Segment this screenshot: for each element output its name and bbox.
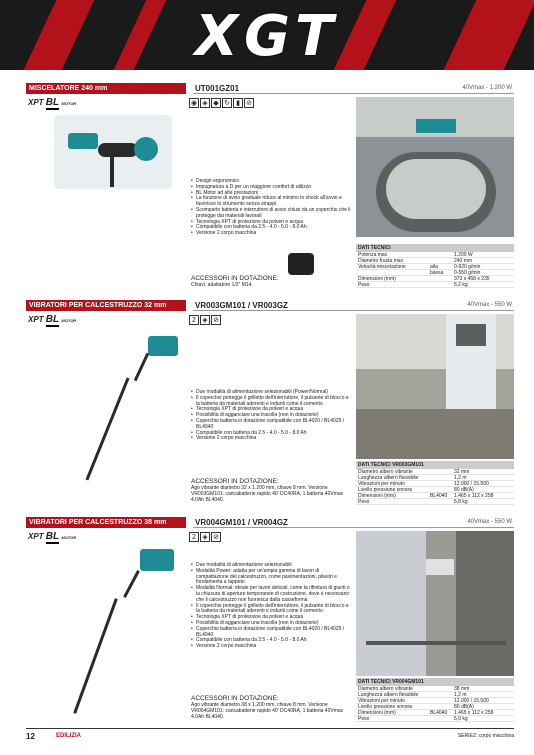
bl-motor-icon: ◆ <box>211 98 221 108</box>
specs-title: DATI TECNICI VR003GM101 <box>356 461 514 469</box>
feature-icons <box>189 98 254 108</box>
table-row: Peso 5,8 kg <box>356 499 514 505</box>
xpt-bl-motor-logo: XPT BL MOTOR <box>28 314 77 325</box>
list-item: • Versione 2 corpo macchina <box>191 231 351 237</box>
no-icon: ⊘ <box>211 315 221 325</box>
section-header <box>26 517 514 528</box>
list-item: • Coperchio batteria in dotazione compatibile con BL4020 / BL4025 / BL4040 <box>191 419 351 431</box>
table-row: Lunghezza albero flessibile 1,2 m <box>356 692 514 698</box>
vibrator-usage-photo <box>356 531 514 676</box>
vibrator-38-tool-image <box>46 547 186 722</box>
list-item: • Versione 2 corpo macchina <box>191 644 351 650</box>
feature-icons <box>189 315 221 325</box>
accessories <box>191 478 351 503</box>
category-label: MISCELATORE 240 mm <box>26 83 186 94</box>
list-item: • Compatibile con batteria da 2.5 - 4.0 - 5.0 - 8.0 Ah <box>191 638 351 644</box>
xpt-bl-motor-logo: XPT BL MOTOR <box>28 97 77 108</box>
mode-icon: 2 <box>189 315 199 325</box>
list-item: • BL Motor ad alte prestazioni <box>191 191 351 197</box>
feature-list <box>191 179 351 237</box>
table-row: Diametro albero vibrante 32 mm <box>356 469 514 475</box>
page-footer <box>26 728 514 742</box>
list-item: • Coperchio batteria in dotazione compatibile con BL4020 / BL4025 / BL4040 <box>191 627 351 639</box>
specs-table <box>356 461 514 505</box>
footer-section: EDILIZIA <box>56 733 81 739</box>
model-bar <box>193 83 514 94</box>
table-row: Dimensioni (mm) BL4040 1.465 x 112 x 258 <box>356 493 514 499</box>
product-section-vibrator-32 <box>26 300 514 505</box>
specs-title: DATI TECNICI VR004GM101 <box>356 678 514 686</box>
power-rating: 40Vmax - 550 W <box>467 302 512 308</box>
table-row: Dimensioni (mm) 373 x 458 x 235 <box>356 276 514 282</box>
power-rating: 40Vmax - 1.200 W <box>462 85 512 91</box>
table-row: Velocità miscelazione alta 0-920 g/min <box>356 264 514 270</box>
no-icon: ⊘ <box>211 532 221 542</box>
model-code: VR004GM101 / VR004GZ <box>195 518 288 527</box>
list-item: • Tecnologia XPT di protezione da polveri e acqua <box>191 407 351 413</box>
vibrator-32-tool-image <box>56 334 186 484</box>
category-label: VIBRATORI PER CALCESTRUZZO 32 mm <box>26 300 186 311</box>
model-code: VR003GM101 / VR003GZ <box>195 301 288 310</box>
list-item: • Modalità Power: adatta per un'ampia gamma di lavori di compattazione del calcestruzzo, come pavimentazioni, pilastri e fondamenta a tappeto <box>191 569 351 586</box>
feature-icons <box>189 532 221 542</box>
accessories-text: Ago vibrante diametro 32 x 1.200 mm, chiave 8 mm. Versione VR003GM101: caricabatterie rapido 40' DC40RA, 1 batteria 40Vmax 4.0Ah BL4040. <box>191 485 344 503</box>
list-item: • Compatibile con batteria da 2.5 - 4.0 - 5.0 - 8.0 Ah <box>191 431 351 437</box>
model-bar <box>193 300 514 311</box>
list-item: • Compatibile con batteria da 2.5 - 4.0 - 5.0 - 8.0 Ah <box>191 225 351 231</box>
model-bar <box>193 517 514 528</box>
accessories-title: ACCESSORI IN DOTAZIONE: <box>191 695 279 702</box>
feature-list <box>191 390 351 442</box>
list-item: • Tecnologia XPT di protezione da polveri e acqua <box>191 615 351 621</box>
mixer-tool-image <box>54 115 172 189</box>
table-row: Peso 5,2 kg <box>356 282 514 288</box>
list-item: • Tecnologia XPT di protezione da polveri e acqua <box>191 220 351 226</box>
list-item: • Versione 2 corpo macchina <box>191 436 351 442</box>
table-row: Potenza max 1.200 W <box>356 252 514 258</box>
accessories <box>191 695 351 720</box>
table-row: Livello pressione sonora 80 dB(A) <box>356 487 514 493</box>
accessories <box>191 275 351 288</box>
speed-icon: ↻ <box>222 98 232 108</box>
product-section-mixer <box>26 83 514 288</box>
dust-water-icon: ◈ <box>200 315 210 325</box>
list-item: • Due modalità di alimentazione selezionabili <box>191 563 351 569</box>
table-row: Dimensioni (mm) BL4040 1.465 x 112 x 258 <box>356 710 514 716</box>
page-number: 12 <box>26 732 35 741</box>
accessories-text: Ago vibrante diametro 38 x 1.200 mm, chiave 8 mm. Versione VR004GM101: caricabatterie rapido 40' DC40RA, 1 batteria 40Vmax 4.0Ah BL4040. <box>191 702 344 720</box>
list-item: • Due modalità di alimentazione selezionabili (Power/Normal) <box>191 390 351 396</box>
list-item: • Il coperchio protegge il grilletto dell'interruttore, il pulsante di blocco e la batteria da materiali aderenti e induriti come il cemento <box>191 604 351 616</box>
dust-water-icon: ◈ <box>200 98 210 108</box>
soft-start-icon: ◉ <box>190 100 198 107</box>
specs-table <box>356 678 514 722</box>
mode-icon: 2 <box>189 532 199 542</box>
product-section-vibrator-38 <box>26 517 514 725</box>
table-row: Lunghezza albero flessibile 1,2 m <box>356 475 514 481</box>
table-row: Livello pressione sonora 80 dB(A) <box>356 704 514 710</box>
footer-note: SERIEZ: corpo macchina <box>457 733 514 739</box>
list-item: • Possibilità di agganciare una tracolla (non in dotazione) <box>191 413 351 419</box>
table-row: Diametro frusta max 240 mm <box>356 258 514 264</box>
table-row: Peso 5,9 kg <box>356 716 514 722</box>
list-item: • Modalità Normal: ideale per lavori delicati, come la rifinitura di giunti o la chiusura di aperture temporanee di costruzione, dove è necessario che il calcestruzzo non fuoriesca dalla casseforma <box>191 586 351 603</box>
battery-icon: ▮ <box>233 98 243 108</box>
accessories-text: Chiavi, adattatore 1/2" M14. <box>191 282 253 288</box>
feature-list <box>191 563 351 650</box>
section-header <box>26 83 514 94</box>
category-label: VIBRATORI PER CALCESTRUZZO 38 mm <box>26 517 186 528</box>
list-item: • La funzione di avvio graduale riduce al minimo lo shock all'avvio e favorisce lo strumento senza strappi <box>191 196 351 208</box>
specs-table <box>356 244 514 288</box>
list-item: • Impugnatura a D per un maggiore comfort di utilizzo <box>191 185 351 191</box>
specs-title: DATI TECNICI <box>356 244 514 252</box>
no-icon: ⊘ <box>244 98 254 108</box>
dust-water-icon: ◈ <box>200 532 210 542</box>
table-row: Diametro albero vibrante 38 mm <box>356 686 514 692</box>
list-item: • Possibilità di agganciare una tracolla (non in dotazione) <box>191 621 351 627</box>
list-item: • Design ergonomico <box>191 179 351 185</box>
accessories-title: ACCESSORI IN DOTAZIONE: <box>191 478 279 485</box>
model-code: UT001GZ01 <box>195 84 240 93</box>
list-item: • Il coperchio protegge il grilletto dell'interruttore, il pulsante di blocco e la batteria da materiali aderenti e induriti come il cemento <box>191 396 351 408</box>
power-rating: 40Vmax - 550 W <box>467 519 512 525</box>
section-header <box>26 300 514 311</box>
xgt-banner <box>0 0 534 70</box>
accessories-title: ACCESSORI IN DOTAZIONE: <box>191 275 279 282</box>
xgt-logo: XGT <box>194 4 340 69</box>
table-row: bassa 0-550 g/min <box>356 270 514 276</box>
table-row: Vibrazioni per minuto 12.000 / 15.500 <box>356 698 514 704</box>
battery-image <box>288 253 314 275</box>
xpt-bl-motor-logo: XPT BL MOTOR <box>28 531 77 542</box>
mixer-usage-photo <box>356 97 514 237</box>
vibrator-usage-photo <box>356 314 514 459</box>
table-row: Vibrazioni per minuto 12.000 / 15.500 <box>356 481 514 487</box>
list-item: • Scomparto batteria e interruttore di avvio chiusi da un coperchio che li protegge dai materiali lavorati <box>191 208 351 220</box>
